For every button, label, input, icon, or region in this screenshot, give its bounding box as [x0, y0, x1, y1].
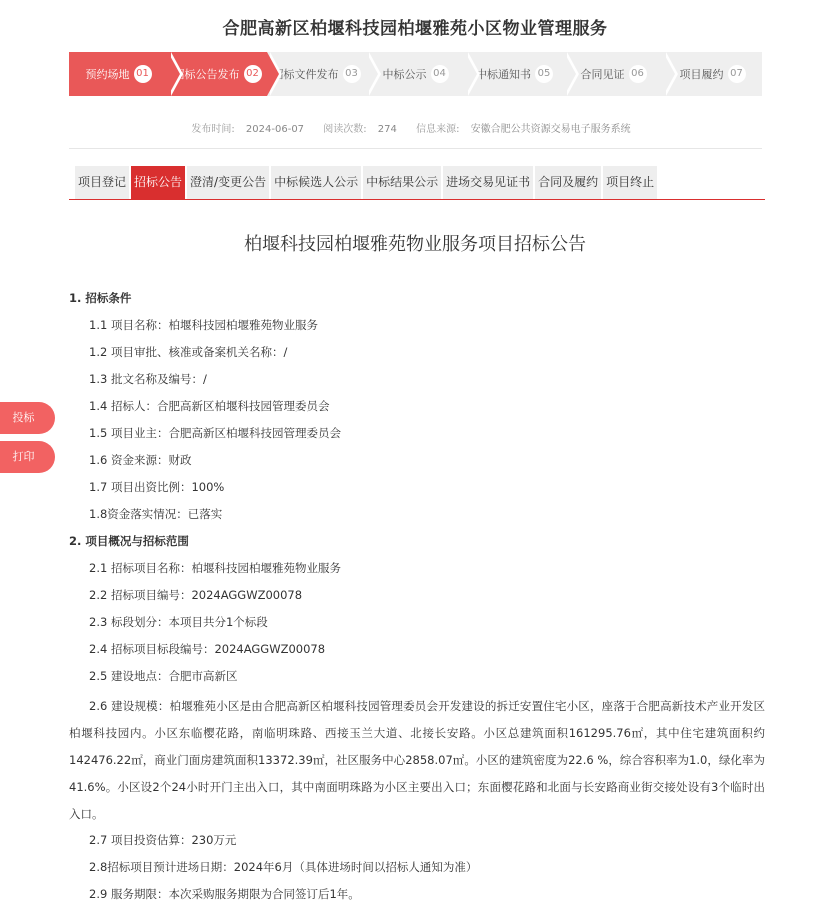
progress-steps [69, 52, 762, 96]
tab-clarification[interactable]: 澄清/变更公告 [187, 166, 269, 199]
paragraph-scale: 2.6 建设规模：柏堰雅苑小区是由合肥高新区柏堰科技园管理委员会开发建设的拆迁安置住宅小区，座落于合肥高新技术产业开发区柏堰科技园内。小区东临樱花路，南临明珠路、西接玉兰大道、北接长安路。小区总建筑面积161295.76㎡，其中住宅建筑面积约 142476.22㎡，商业门面房建筑面积13372.39㎡，社区服务中心2858.07㎡。小区的建筑密度为22.6 %，综合容积率为1.0，绿化率为41.6%。小区设2个24小时开门主出入口，其中南面明珠路为小区主要出入口；东面樱花路和北面与长安路商业街交接处设有3个临时出入口。 [69, 699, 765, 821]
step-label: 合同见证 [580, 68, 625, 81]
list-item: 2.5 建设地点：合肥市高新区 [89, 669, 238, 683]
list-item: 1.3 批文名称及编号：/ [89, 372, 207, 386]
step-number: 05 [535, 65, 553, 83]
step-number: 02 [244, 65, 262, 83]
list-item: 1.4 招标人：合肥高新区柏堰科技园管理委员会 [89, 399, 330, 413]
step-label: 项目履约 [679, 68, 724, 81]
list-item: 1.2 项目审批、核准或备案机关名称：/ [89, 345, 288, 359]
tab-project-register[interactable]: 项目登记 [75, 166, 129, 199]
source-label: 信息来源: [416, 124, 460, 135]
list-item: 2.8招标项目预计进场日期：2024年6月（具体进场时间以招标人通知为准） [89, 860, 478, 874]
document-title: 柏堰科技园柏堰雅苑物业服务项目招标公告 [244, 234, 586, 255]
views-count: 274 [377, 124, 397, 135]
list-item: 2.2 招标项目编号：2024AGGWZ00078 [89, 588, 303, 602]
divider [69, 148, 762, 149]
bid-button[interactable]: 投标 [0, 402, 55, 434]
step-number: 04 [431, 65, 449, 83]
tab-bar [75, 166, 659, 199]
tab-termination[interactable]: 项目终止 [603, 166, 657, 199]
list-item: 2.9 服务期限：本次采购服务期限为合同签订后1年。 [89, 887, 360, 901]
meta-info [0, 120, 830, 135]
list-item: 2.3 标段划分：本项目共分1个标段 [89, 615, 268, 629]
views-label: 阅读次数: [323, 124, 367, 135]
tab-certificate[interactable]: 进场交易见证书 [443, 166, 533, 199]
step-number: 01 [134, 65, 152, 83]
step-label: 招标公告发布 [173, 68, 240, 81]
list-item: 2.7 项目投资估算：230万元 [89, 833, 237, 847]
publish-label: 发布时间: [191, 124, 235, 135]
tab-underline [69, 199, 765, 200]
tab-tender-notice[interactable]: 招标公告 [131, 166, 185, 199]
step-label: 中标公示 [382, 68, 427, 81]
page-title: 合肥高新区柏堰科技园柏堰雅苑小区物业管理服务 [222, 19, 608, 39]
step-label: 预约场地 [85, 68, 130, 81]
list-item: 2.1 招标项目名称：柏堰科技园柏堰雅苑物业服务 [89, 561, 341, 575]
list-item: 1.5 项目业主：合肥高新区柏堰科技园管理委员会 [89, 426, 341, 440]
publish-date: 2024-06-07 [245, 124, 305, 135]
list-item: 1.8资金落实情况：已落实 [89, 507, 223, 521]
tab-contract[interactable]: 合同及履约 [535, 166, 601, 199]
print-button[interactable]: 打印 [0, 441, 55, 473]
tab-candidates[interactable]: 中标候选人公示 [271, 166, 361, 199]
step-label: 招标文件发布 [272, 68, 339, 81]
list-item: 1.7 项目出资比例：100% [89, 480, 225, 494]
section-heading: 1. 招标条件 [69, 291, 132, 305]
step-1[interactable] [69, 52, 168, 96]
step-number: 07 [728, 65, 746, 83]
step-number: 06 [629, 65, 647, 83]
list-item: 1.6 资金来源：财政 [89, 453, 192, 467]
tab-result[interactable]: 中标结果公示 [363, 166, 441, 199]
step-number: 03 [343, 65, 361, 83]
document-body [69, 288, 765, 908]
section-heading: 2. 项目概况与招标范围 [69, 534, 189, 548]
list-item: 2.4 招标项目标段编号：2024AGGWZ00078 [89, 642, 326, 656]
list-item: 1.1 项目名称：柏堰科技园柏堰雅苑物业服务 [89, 318, 318, 332]
step-label: 中标通知书 [476, 68, 531, 81]
source-value: 安徽合肥公共资源交易电子服务系统 [470, 124, 631, 135]
